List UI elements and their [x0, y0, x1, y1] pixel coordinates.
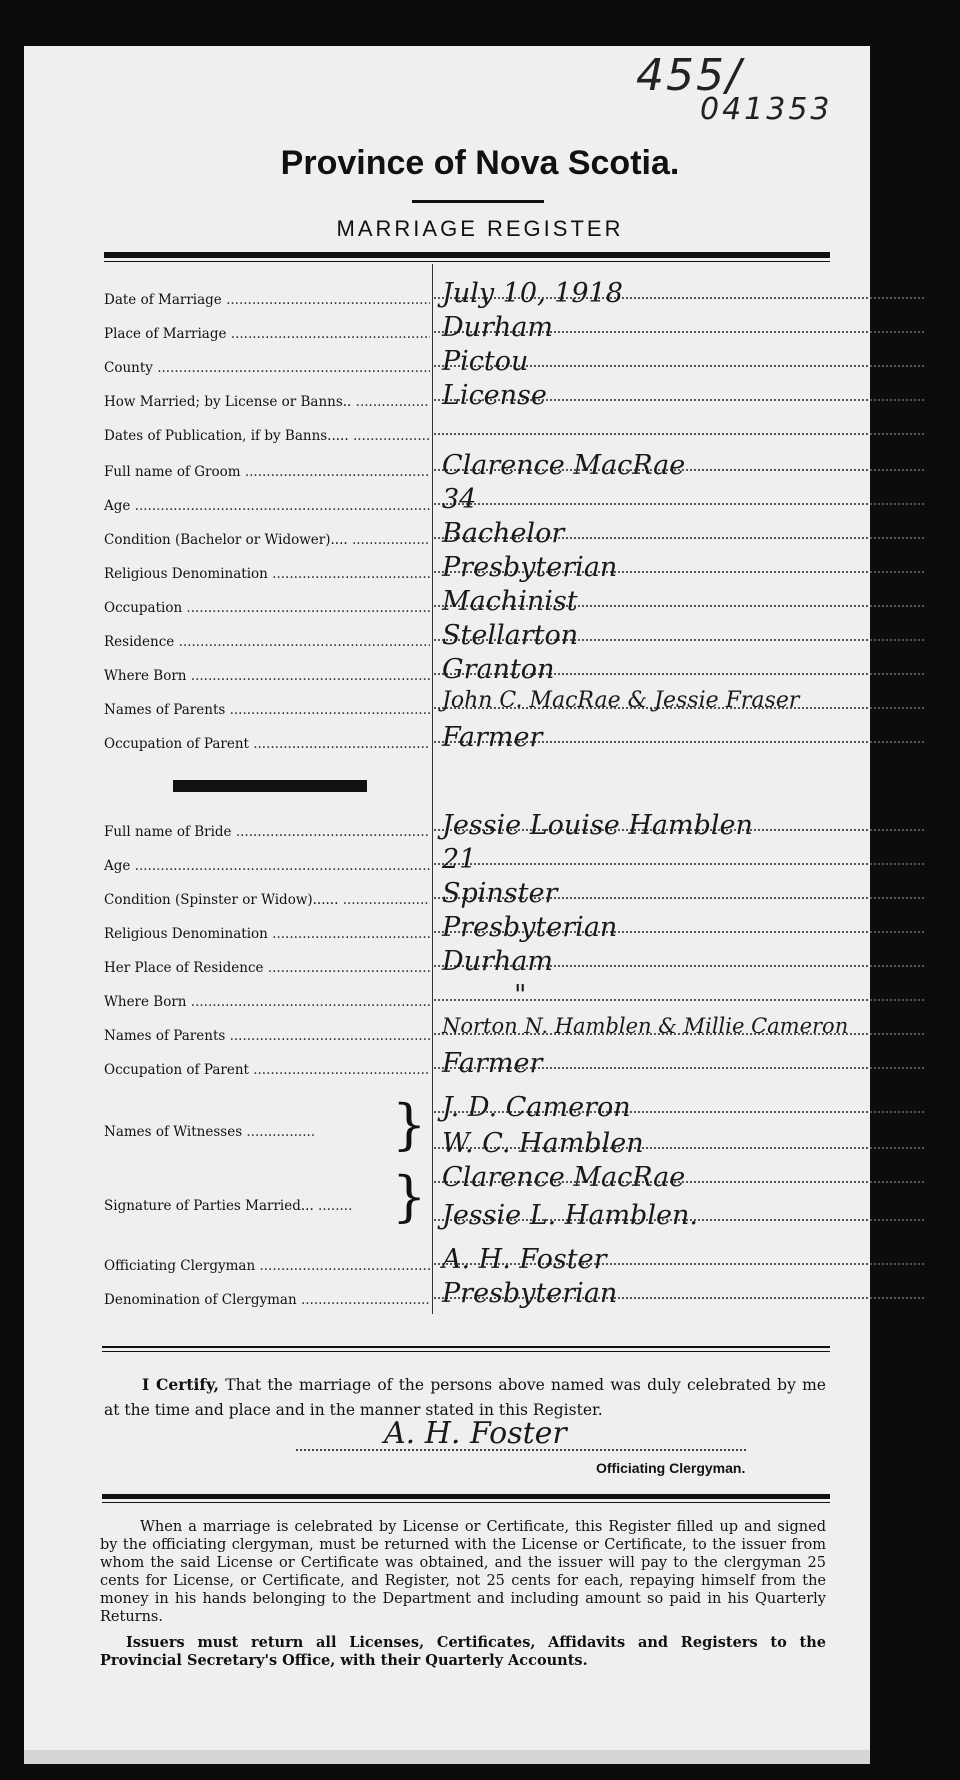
- field-row-publication: [104, 416, 924, 450]
- field-row-witness-2: [104, 1130, 924, 1164]
- field-value: Norton N. Hamblen & Millie Cameron: [442, 1014, 849, 1038]
- instructions-text: When a marriage is celebrated by License or Certificate, this Register filled up and signed by the officiating clergyman, must be returned with the License or Certificate, to the issuer from whom the said License or Certificate was obtained, and the issuer will pay to the clergyman 25 cents for License, or Certificate, and Register, not 25 cents for each, repaying himself from the money in his hands belonging to the Department and including amount so paid in his Quarterly Returns.: [100, 1519, 826, 1625]
- field-value: A. H. Foster: [442, 1244, 607, 1275]
- field-row-bride-name: [104, 812, 924, 846]
- field-label: Full name of Groom .....: [104, 464, 430, 480]
- field-value: Jessie Louise Hamblen: [442, 810, 753, 841]
- reference-code: 041353: [700, 92, 833, 127]
- field-value: Spinster: [442, 878, 558, 909]
- field-label: Occupation of Parent .....: [104, 736, 430, 752]
- party-signature: Jessie L. Hamblen.: [442, 1200, 698, 1231]
- field-row-date: [104, 280, 924, 314]
- field-label: Age .....: [104, 858, 430, 874]
- field-row-bride-age: [104, 846, 924, 880]
- field-row-groom-occupation: [104, 588, 924, 622]
- field-row-groom-birthplace: [104, 656, 924, 690]
- field-row-bride-parents: [104, 1016, 924, 1050]
- field-label: Full name of Bride .....: [104, 824, 430, 840]
- section-divider: [173, 780, 367, 792]
- field-row-how-married: [104, 382, 924, 416]
- field-value: Machinist: [442, 586, 578, 617]
- field-label: Her Place of Residence .....: [104, 960, 430, 976]
- field-row-groom-name: [104, 452, 924, 486]
- footer-rule: [102, 1494, 830, 1499]
- field-label: Residence .....: [104, 634, 430, 650]
- field-row-party-2: [104, 1202, 924, 1236]
- sheet-edge: [24, 1750, 870, 1764]
- field-label: Religious Denomination .....: [104, 566, 430, 582]
- field-label: Names of Parents .....: [104, 1028, 430, 1044]
- field-row-clergy-denomination: [104, 1280, 924, 1314]
- field-value: License: [442, 380, 547, 411]
- field-label: Condition (Spinster or Widow)...... .....: [104, 892, 430, 908]
- clergy-signature: A. H. Foster: [384, 1416, 567, 1451]
- footer-rule-thin: [102, 1502, 830, 1503]
- field-label: Where Born .....: [104, 994, 430, 1010]
- field-row-groom-condition: [104, 520, 924, 554]
- field-value: Presbyterian: [442, 552, 618, 583]
- reference-number: 455/: [636, 50, 743, 101]
- field-label: How Married; by License or Banns.. .....: [104, 394, 430, 410]
- field-label: Occupation of Parent .....: [104, 1062, 430, 1078]
- fill-line: [434, 432, 924, 435]
- field-value: Presbyterian: [442, 912, 618, 943]
- certify-lead: I Certify,: [142, 1375, 219, 1394]
- returns-notice: Issuers must return all Licenses, Certificates, Affidavits and Registers to the Provincial Secretary's Office, with their Quarterly Accounts.: [100, 1634, 826, 1669]
- field-label: Occupation .....: [104, 600, 430, 616]
- field-row-bride-condition: [104, 880, 924, 914]
- field-row-groom-parent-occupation: [104, 724, 924, 758]
- witness-signature: J. D. Cameron: [442, 1092, 631, 1123]
- field-value: John C. MacRae & Jessie Fraser: [442, 688, 800, 713]
- field-value: Pictou: [442, 346, 529, 377]
- field-label: Dates of Publication, if by Banns..... .....: [104, 428, 430, 444]
- field-row-bride-birthplace: [104, 982, 924, 1016]
- field-label: Date of Marriage .....: [104, 292, 430, 308]
- field-label: Officiating Clergyman .....: [104, 1258, 430, 1274]
- section-rule-thin: [102, 1351, 830, 1352]
- brace-parties: }: [392, 1165, 427, 1228]
- header-rule: [104, 252, 830, 258]
- field-row-bride-residence: [104, 948, 924, 982]
- field-row-bride-religion: [104, 914, 924, 948]
- field-value: ": [514, 980, 527, 1011]
- title-rule: [412, 200, 544, 203]
- signature-label: Officiating Clergyman.: [596, 1460, 746, 1476]
- field-label: Age .....: [104, 498, 430, 514]
- field-row-groom-parents: [104, 690, 924, 724]
- fill-line: [434, 998, 924, 1001]
- field-value: Granton: [442, 654, 555, 685]
- fill-line: [434, 862, 924, 865]
- field-label: Religious Denomination .....: [104, 926, 430, 942]
- field-value: Clarence MacRae: [442, 450, 686, 481]
- field-row-place: [104, 314, 924, 348]
- field-value: July 10, 1918: [442, 278, 623, 309]
- field-label: Place of Marriage .....: [104, 326, 430, 342]
- field-value: 34: [442, 484, 477, 515]
- field-row-bride-parent-occupation: [104, 1050, 924, 1084]
- field-label: Denomination of Clergyman .....: [104, 1292, 430, 1308]
- field-value: Bachelor: [442, 518, 565, 549]
- field-label: Signature of Parties Married... .....: [104, 1198, 352, 1214]
- page-title: Province of Nova Scotia.: [280, 144, 680, 182]
- field-row-county: [104, 348, 924, 382]
- field-value: Farmer: [442, 1048, 543, 1079]
- field-row-clergyman: [104, 1246, 924, 1280]
- witness-signature: W. C. Hamblen: [442, 1128, 644, 1159]
- field-row-groom-residence: [104, 622, 924, 656]
- field-label: Names of Parents .....: [104, 702, 430, 718]
- field-value: 21: [442, 844, 477, 875]
- field-row-groom-age: [104, 486, 924, 520]
- brace-witnesses: }: [392, 1093, 427, 1156]
- certify-text: That the marriage of the persons above named was duly celebrated by me at the time and place and in the manner stated in this Register.: [104, 1376, 826, 1419]
- field-row-groom-religion: [104, 554, 924, 588]
- field-value: Presbyterian: [442, 1278, 618, 1309]
- section-rule: [102, 1346, 830, 1348]
- field-value: Farmer: [442, 722, 543, 753]
- header-rule-thin: [104, 261, 830, 262]
- fill-line: [434, 502, 924, 505]
- field-value: Durham: [442, 946, 554, 977]
- party-signature: Clarence MacRae: [442, 1162, 686, 1193]
- field-label: Condition (Bachelor or Widower).... .....: [104, 532, 430, 548]
- field-label: County .....: [104, 360, 430, 376]
- field-value: Stellarton: [442, 620, 579, 651]
- field-label: Names of Witnesses .....: [104, 1124, 316, 1140]
- field-label: Where Born .....: [104, 668, 430, 684]
- page-subtitle: MARRIAGE REGISTER: [336, 216, 624, 241]
- field-value: Durham: [442, 312, 554, 343]
